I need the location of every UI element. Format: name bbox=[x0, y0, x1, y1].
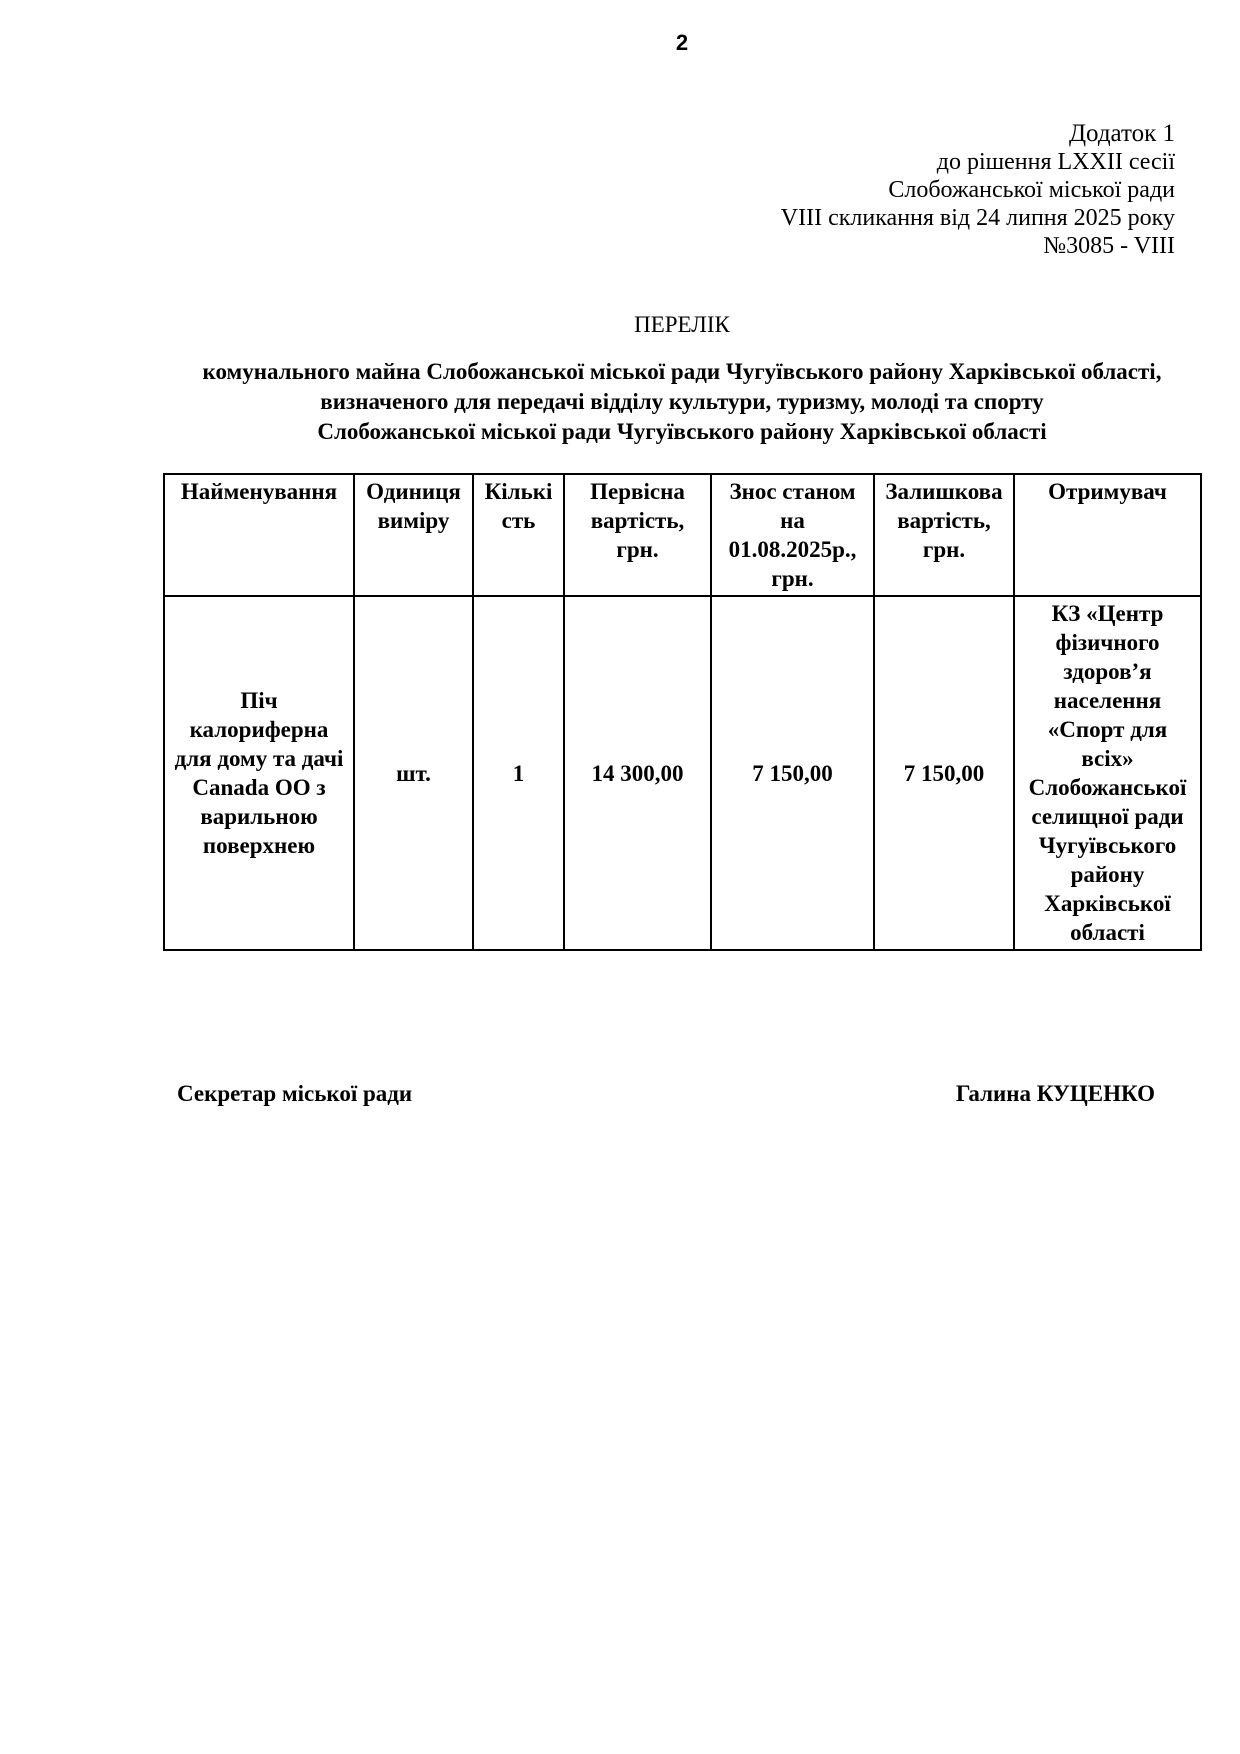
list-subtitle-line: комунального майна Слобожанської міської ради Чугуївського району Харківської області, bbox=[202, 359, 1162, 384]
cell-quantity: 1 bbox=[473, 596, 564, 950]
header-depreciation: Знос станом на 01.08.2025р., грн. bbox=[711, 474, 874, 596]
table-header-row bbox=[164, 474, 1201, 596]
addendum-title: Додаток 1 bbox=[1069, 120, 1175, 147]
list-subtitle-line: визначеного для передачі відділу культури, туризму, молоді та спорту bbox=[320, 389, 1044, 414]
list-subtitle bbox=[0, 357, 1240, 447]
signature-name: Галина КУЦЕНКО bbox=[955, 1081, 1155, 1106]
property-table bbox=[163, 473, 1202, 951]
header-recipient: Отримувач bbox=[1014, 474, 1201, 596]
cell-name: Піч калориферна для дому та дачі Canada ОО з варильною поверхнею bbox=[164, 596, 354, 950]
addendum-line: №3085 - VIII bbox=[1043, 233, 1175, 259]
addendum-block bbox=[781, 120, 1175, 260]
addendum-line: до рішення LXXII сесії bbox=[936, 149, 1175, 175]
cell-initial-cost: 14 300,00 bbox=[564, 596, 711, 950]
addendum-line: Слобожанської міської ради bbox=[888, 177, 1175, 203]
cell-unit: шт. bbox=[354, 596, 473, 950]
page-number: 2 bbox=[675, 30, 689, 55]
cell-recipient: КЗ «Центр фізичного здоров’я населення «Спорт для всіх» Слобожанської селищної ради Чугуївського району Харківської області bbox=[1014, 596, 1201, 950]
header-residual-value: Залишкова вартість, грн. bbox=[874, 474, 1014, 596]
table-row bbox=[164, 596, 1201, 950]
cell-depreciation: 7 150,00 bbox=[711, 596, 874, 950]
cell-residual-value: 7 150,00 bbox=[874, 596, 1014, 950]
header-quantity: Кількі сть bbox=[473, 474, 564, 596]
signature-role: Секретар міської ради bbox=[177, 1081, 413, 1106]
addendum-line: VIII скликання від 24 липня 2025 року bbox=[780, 205, 1175, 231]
list-subtitle-line: Слобожанської міської ради Чугуївського району Харківської області bbox=[317, 419, 1047, 444]
header-unit: Одиниця виміру bbox=[354, 474, 473, 596]
header-name: Найменування bbox=[164, 474, 354, 596]
list-title: ПЕРЕЛІК bbox=[634, 312, 730, 337]
header-initial-cost: Первісна вартість, грн. bbox=[564, 474, 711, 596]
